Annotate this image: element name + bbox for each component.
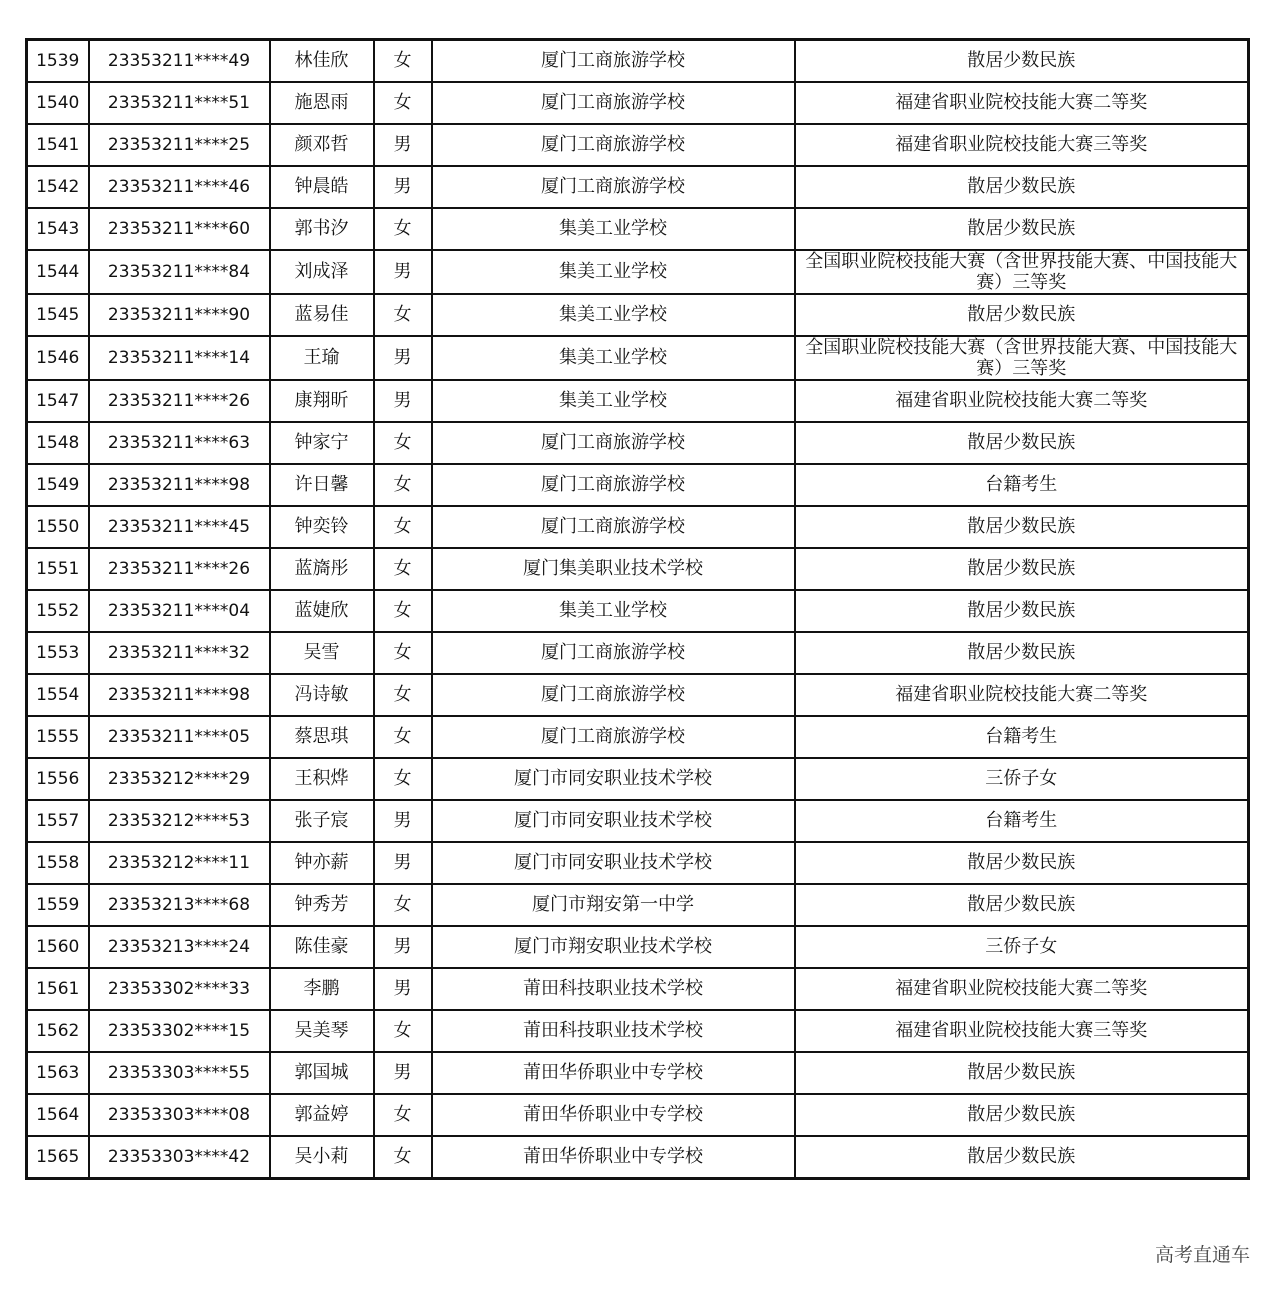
cell-gender: 女 <box>374 422 432 464</box>
cell-gender: 男 <box>374 926 432 968</box>
cell-name: 钟家宁 <box>270 422 374 464</box>
cell-exam-id: 23353211****04 <box>89 590 270 632</box>
cell-school: 厦门工商旅游学校 <box>432 124 795 166</box>
cell-school: 厦门工商旅游学校 <box>432 40 795 83</box>
cell-category: 福建省职业院校技能大赛三等奖 <box>795 1010 1249 1052</box>
cell-school: 厦门市同安职业技术学校 <box>432 758 795 800</box>
cell-gender: 男 <box>374 166 432 208</box>
cell-name: 蓝易佳 <box>270 294 374 336</box>
cell-gender: 女 <box>374 294 432 336</box>
cell-exam-id: 23353211****63 <box>89 422 270 464</box>
cell-exam-id: 23353211****98 <box>89 674 270 716</box>
cell-school: 厦门市同安职业技术学校 <box>432 800 795 842</box>
cell-seq: 1555 <box>27 716 89 758</box>
table-row <box>27 548 1249 590</box>
cell-category: 全国职业院校技能大赛（含世界技能大赛、中国技能大赛）三等奖 <box>795 336 1249 380</box>
cell-gender: 男 <box>374 842 432 884</box>
cell-name: 吴雪 <box>270 632 374 674</box>
table-row <box>27 464 1249 506</box>
cell-school: 厦门集美职业技术学校 <box>432 548 795 590</box>
cell-gender: 女 <box>374 464 432 506</box>
table-row <box>27 758 1249 800</box>
cell-name: 钟奕铃 <box>270 506 374 548</box>
cell-exam-id: 23353211****51 <box>89 82 270 124</box>
cell-gender: 女 <box>374 506 432 548</box>
table-row <box>27 842 1249 884</box>
cell-name: 张子宸 <box>270 800 374 842</box>
table-row <box>27 884 1249 926</box>
table-row <box>27 422 1249 464</box>
cell-seq: 1548 <box>27 422 89 464</box>
cell-exam-id: 23353211****49 <box>89 40 270 83</box>
cell-category: 福建省职业院校技能大赛二等奖 <box>795 82 1249 124</box>
cell-name: 蓝旖彤 <box>270 548 374 590</box>
cell-name: 郭益婷 <box>270 1094 374 1136</box>
cell-gender: 女 <box>374 208 432 250</box>
cell-category: 台籍考生 <box>795 716 1249 758</box>
cell-name: 康翔昕 <box>270 380 374 422</box>
cell-exam-id: 23353211****90 <box>89 294 270 336</box>
cell-gender: 男 <box>374 250 432 294</box>
cell-school: 集美工业学校 <box>432 336 795 380</box>
cell-exam-id: 23353303****42 <box>89 1136 270 1179</box>
cell-exam-id: 23353211****84 <box>89 250 270 294</box>
cell-category: 散居少数民族 <box>795 166 1249 208</box>
cell-school: 厦门工商旅游学校 <box>432 422 795 464</box>
cell-seq: 1539 <box>27 40 89 83</box>
cell-name: 李鹏 <box>270 968 374 1010</box>
cell-name: 钟秀芳 <box>270 884 374 926</box>
cell-category: 散居少数民族 <box>795 422 1249 464</box>
cell-category: 散居少数民族 <box>795 632 1249 674</box>
cell-seq: 1540 <box>27 82 89 124</box>
table-body <box>27 40 1249 1179</box>
cell-exam-id: 23353211****45 <box>89 506 270 548</box>
cell-school: 厦门工商旅游学校 <box>432 166 795 208</box>
cell-category: 福建省职业院校技能大赛二等奖 <box>795 380 1249 422</box>
cell-exam-id: 23353213****24 <box>89 926 270 968</box>
cell-exam-id: 23353302****33 <box>89 968 270 1010</box>
table-row <box>27 294 1249 336</box>
cell-school: 厦门市同安职业技术学校 <box>432 842 795 884</box>
cell-name: 林佳欣 <box>270 40 374 83</box>
cell-school: 莆田华侨职业中专学校 <box>432 1094 795 1136</box>
cell-name: 郭书汐 <box>270 208 374 250</box>
table-row <box>27 506 1249 548</box>
cell-name: 王积烨 <box>270 758 374 800</box>
cell-seq: 1541 <box>27 124 89 166</box>
cell-gender: 女 <box>374 758 432 800</box>
cell-name: 蓝婕欣 <box>270 590 374 632</box>
cell-name: 钟晨皓 <box>270 166 374 208</box>
cell-name: 吴美琴 <box>270 1010 374 1052</box>
cell-category: 散居少数民族 <box>795 294 1249 336</box>
cell-gender: 女 <box>374 1094 432 1136</box>
cell-name: 钟亦薪 <box>270 842 374 884</box>
cell-gender: 女 <box>374 716 432 758</box>
cell-exam-id: 23353303****08 <box>89 1094 270 1136</box>
cell-school: 莆田华侨职业中专学校 <box>432 1136 795 1179</box>
cell-school: 集美工业学校 <box>432 294 795 336</box>
cell-name: 王瑜 <box>270 336 374 380</box>
table-row <box>27 166 1249 208</box>
cell-name: 刘成泽 <box>270 250 374 294</box>
table-row <box>27 380 1249 422</box>
cell-seq: 1542 <box>27 166 89 208</box>
table-row <box>27 800 1249 842</box>
cell-seq: 1561 <box>27 968 89 1010</box>
admission-list-sheet <box>25 38 1247 1180</box>
cell-school: 厦门市翔安第一中学 <box>432 884 795 926</box>
cell-seq: 1557 <box>27 800 89 842</box>
cell-seq: 1562 <box>27 1010 89 1052</box>
cell-gender: 男 <box>374 124 432 166</box>
cell-category: 散居少数民族 <box>795 506 1249 548</box>
cell-gender: 男 <box>374 800 432 842</box>
cell-gender: 男 <box>374 1052 432 1094</box>
cell-exam-id: 23353302****15 <box>89 1010 270 1052</box>
cell-seq: 1563 <box>27 1052 89 1094</box>
table-row <box>27 968 1249 1010</box>
cell-school: 厦门工商旅游学校 <box>432 82 795 124</box>
cell-exam-id: 23353212****53 <box>89 800 270 842</box>
cell-seq: 1564 <box>27 1094 89 1136</box>
cell-exam-id: 23353211****05 <box>89 716 270 758</box>
cell-seq: 1546 <box>27 336 89 380</box>
cell-name: 颜邓哲 <box>270 124 374 166</box>
cell-exam-id: 23353303****55 <box>89 1052 270 1094</box>
table-row <box>27 632 1249 674</box>
cell-exam-id: 23353211****26 <box>89 380 270 422</box>
table-row <box>27 590 1249 632</box>
cell-category: 福建省职业院校技能大赛二等奖 <box>795 674 1249 716</box>
cell-school: 集美工业学校 <box>432 208 795 250</box>
table-row <box>27 1094 1249 1136</box>
cell-category: 散居少数民族 <box>795 548 1249 590</box>
cell-school: 厦门工商旅游学校 <box>432 674 795 716</box>
cell-seq: 1544 <box>27 250 89 294</box>
cell-category: 散居少数民族 <box>795 1052 1249 1094</box>
table-row <box>27 82 1249 124</box>
cell-school: 集美工业学校 <box>432 250 795 294</box>
cell-category: 三侨子女 <box>795 926 1249 968</box>
table-row <box>27 1010 1249 1052</box>
cell-seq: 1560 <box>27 926 89 968</box>
cell-seq: 1550 <box>27 506 89 548</box>
cell-category: 三侨子女 <box>795 758 1249 800</box>
cell-category: 台籍考生 <box>795 464 1249 506</box>
cell-exam-id: 23353211****32 <box>89 632 270 674</box>
cell-category: 散居少数民族 <box>795 208 1249 250</box>
cell-category: 散居少数民族 <box>795 884 1249 926</box>
cell-exam-id: 23353211****46 <box>89 166 270 208</box>
cell-school: 厦门工商旅游学校 <box>432 464 795 506</box>
cell-seq: 1547 <box>27 380 89 422</box>
cell-gender: 女 <box>374 884 432 926</box>
cell-name: 蔡思琪 <box>270 716 374 758</box>
cell-seq: 1553 <box>27 632 89 674</box>
cell-exam-id: 23353213****68 <box>89 884 270 926</box>
cell-exam-id: 23353211****60 <box>89 208 270 250</box>
cell-category: 散居少数民族 <box>795 842 1249 884</box>
cell-gender: 女 <box>374 1136 432 1179</box>
cell-seq: 1565 <box>27 1136 89 1179</box>
cell-seq: 1545 <box>27 294 89 336</box>
table-row <box>27 250 1249 294</box>
cell-gender: 女 <box>374 548 432 590</box>
cell-category: 福建省职业院校技能大赛二等奖 <box>795 968 1249 1010</box>
cell-exam-id: 23353212****29 <box>89 758 270 800</box>
table-row <box>27 208 1249 250</box>
cell-category: 台籍考生 <box>795 800 1249 842</box>
cell-name: 冯诗敏 <box>270 674 374 716</box>
cell-name: 许日馨 <box>270 464 374 506</box>
cell-exam-id: 23353211****25 <box>89 124 270 166</box>
table-row <box>27 124 1249 166</box>
cell-exam-id: 23353211****14 <box>89 336 270 380</box>
cell-name: 陈佳豪 <box>270 926 374 968</box>
cell-gender: 女 <box>374 674 432 716</box>
cell-seq: 1556 <box>27 758 89 800</box>
cell-gender: 男 <box>374 968 432 1010</box>
cell-school: 厦门工商旅游学校 <box>432 632 795 674</box>
table-row <box>27 1136 1249 1179</box>
cell-category: 全国职业院校技能大赛（含世界技能大赛、中国技能大赛）三等奖 <box>795 250 1249 294</box>
table-row <box>27 40 1249 83</box>
watermark-text: 高考直通车 <box>1154 1244 1250 1266</box>
cell-school: 莆田科技职业技术学校 <box>432 968 795 1010</box>
cell-category: 散居少数民族 <box>795 40 1249 83</box>
cell-school: 厦门市翔安职业技术学校 <box>432 926 795 968</box>
cell-category: 散居少数民族 <box>795 1094 1249 1136</box>
cell-exam-id: 23353211****98 <box>89 464 270 506</box>
cell-school: 莆田科技职业技术学校 <box>432 1010 795 1052</box>
cell-seq: 1549 <box>27 464 89 506</box>
cell-school: 厦门工商旅游学校 <box>432 716 795 758</box>
cell-seq: 1554 <box>27 674 89 716</box>
cell-school: 厦门工商旅游学校 <box>432 506 795 548</box>
cell-gender: 男 <box>374 336 432 380</box>
table-row <box>27 926 1249 968</box>
cell-category: 散居少数民族 <box>795 590 1249 632</box>
cell-gender: 女 <box>374 590 432 632</box>
table-row <box>27 716 1249 758</box>
cell-seq: 1552 <box>27 590 89 632</box>
cell-school: 集美工业学校 <box>432 380 795 422</box>
cell-gender: 女 <box>374 40 432 83</box>
cell-name: 施恩雨 <box>270 82 374 124</box>
cell-school: 莆田华侨职业中专学校 <box>432 1052 795 1094</box>
cell-gender: 男 <box>374 380 432 422</box>
cell-exam-id: 23353212****11 <box>89 842 270 884</box>
admission-list-table <box>25 38 1250 1180</box>
cell-gender: 女 <box>374 82 432 124</box>
cell-seq: 1559 <box>27 884 89 926</box>
cell-category: 福建省职业院校技能大赛三等奖 <box>795 124 1249 166</box>
cell-name: 郭国城 <box>270 1052 374 1094</box>
table-row <box>27 1052 1249 1094</box>
cell-gender: 女 <box>374 1010 432 1052</box>
table-row <box>27 674 1249 716</box>
cell-seq: 1551 <box>27 548 89 590</box>
cell-name: 吴小莉 <box>270 1136 374 1179</box>
cell-seq: 1543 <box>27 208 89 250</box>
cell-category: 散居少数民族 <box>795 1136 1249 1179</box>
cell-seq: 1558 <box>27 842 89 884</box>
cell-exam-id: 23353211****26 <box>89 548 270 590</box>
cell-gender: 女 <box>374 632 432 674</box>
table-row <box>27 336 1249 380</box>
cell-school: 集美工业学校 <box>432 590 795 632</box>
